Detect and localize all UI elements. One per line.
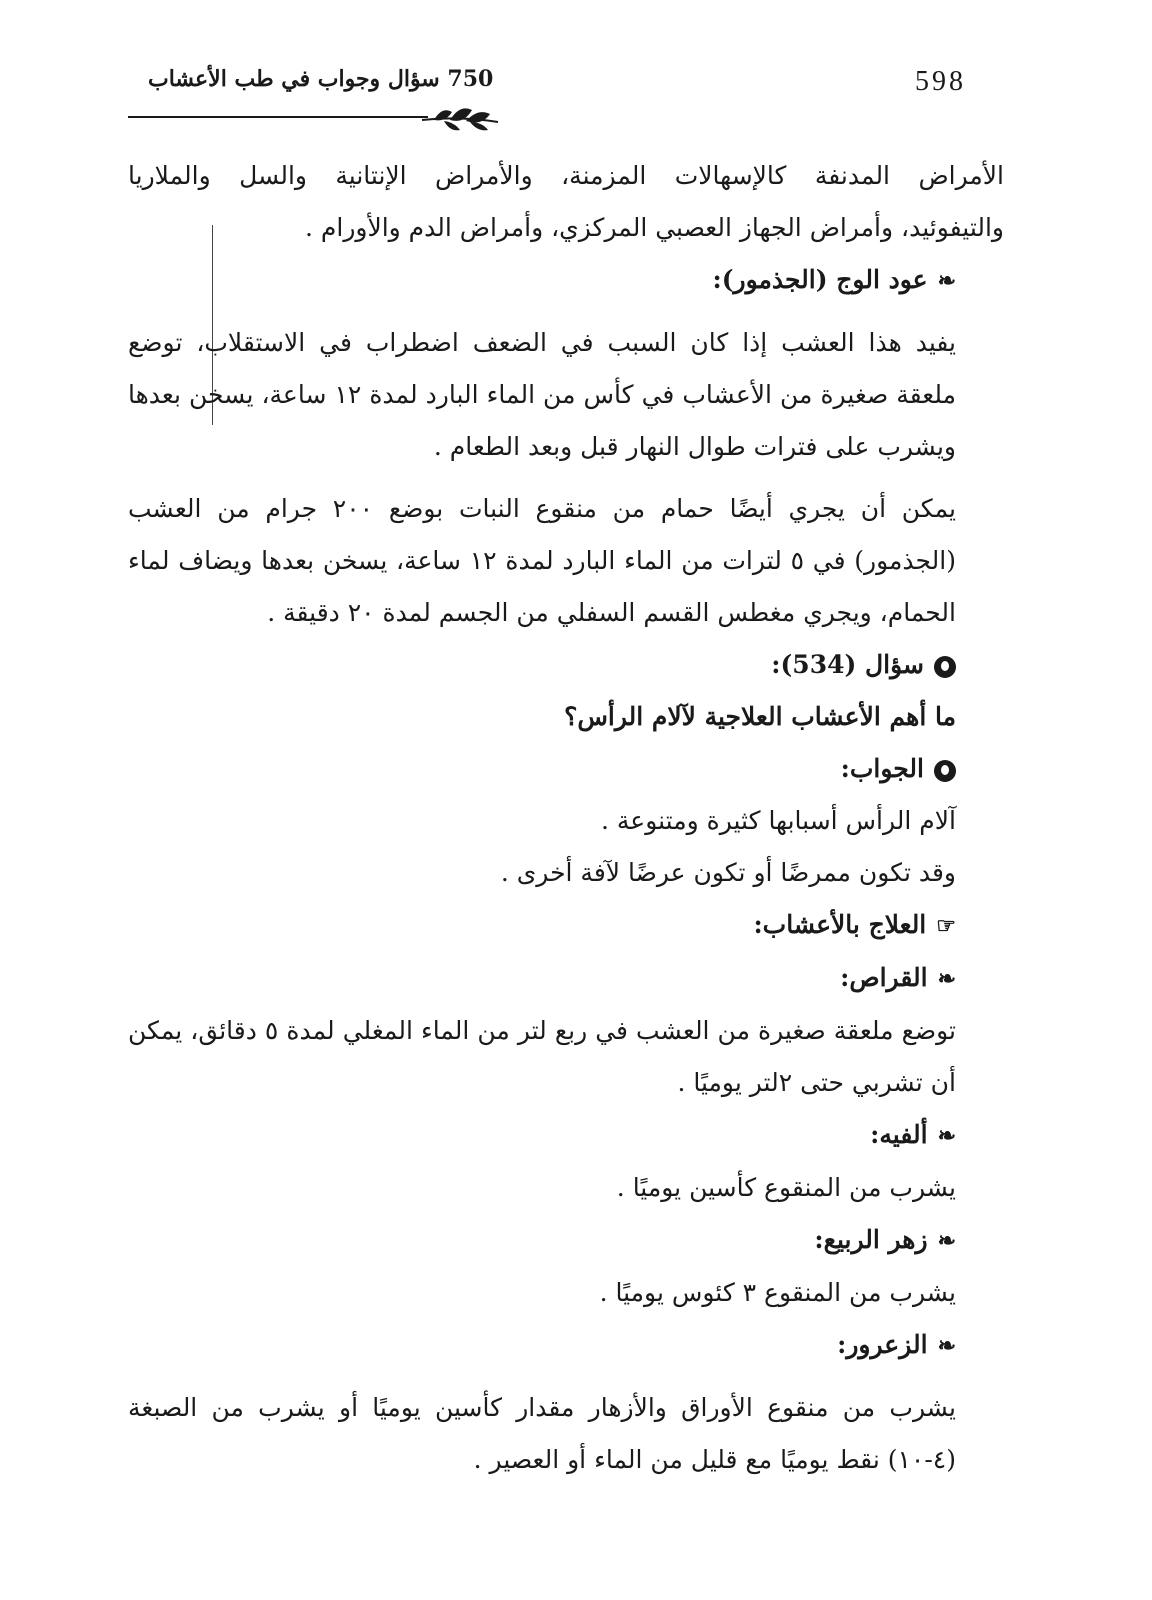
- apple-icon: [934, 760, 956, 782]
- running-title: 750 سؤال وجواب في طب الأعشاب: [148, 66, 494, 92]
- question-heading: [128, 639, 1004, 691]
- page-content: [128, 150, 1004, 1486]
- page-header: [0, 60, 1152, 130]
- answer-heading: [128, 743, 1004, 795]
- heading-ud-al-wajj: [128, 254, 1004, 307]
- paragraph-7: يشرب من منقوع الأوراق والأزهار مقدار كأسين يوميًا أو يشرب من الصبغة (٤-١٠) نقط يوميًا مع قليل من الماء أو العصير .: [128, 1393, 956, 1474]
- paragraph-4: توضع ملعقة صغيرة من العشب في ربع لتر من الماء المغلي لمدة ٥ دقائق، يمكن أن تشربي حتى ٢لتر يوميًا .: [128, 1016, 956, 1097]
- fleuron-icon: ❧: [937, 966, 956, 992]
- heading-text: ألفيه:: [870, 1120, 928, 1149]
- heading-alfiya: [128, 1109, 1004, 1162]
- answer-line-1: آلام الرأس أسبابها كثيرة ومتنوعة .: [600, 806, 956, 835]
- paragraph-5: يشرب من المنقوع كأسين يوميًا .: [616, 1173, 956, 1202]
- treatment-heading: [128, 899, 1004, 952]
- fleuron-icon: ❧: [937, 268, 956, 294]
- answer-line-2: وقد تكون ممرضًا أو تكون عرضًا لآفة أخرى .: [500, 858, 956, 887]
- question-label: سؤال (534):: [771, 650, 924, 679]
- treatment-heading-text: العلاج بالأعشاب:: [753, 910, 927, 939]
- leaf-ornament-icon: [420, 100, 500, 134]
- paragraph-3: يمكن أن يجري أيضًا حمام من منقوع النبات بوضع ٢٠٠ جرام من العشب (الجذمور) في ٥ لترات من الماء البارد لمدة ١٢ ساعة، يسخن بعدها ويضاف لماء الحمام، ويجري مغطس القسم السفلي من الجسم لمدة ٢٠ دقيقة .: [128, 494, 956, 627]
- heading-text: عود الوج (الجذمور):: [712, 265, 928, 294]
- heading-text: الزعرور:: [837, 1330, 928, 1359]
- fleuron-icon: ❧: [937, 1123, 956, 1149]
- heading-nettle: [128, 952, 1004, 1005]
- page-number: 598: [915, 66, 966, 97]
- paragraph-1-line-2: والتيفوئيد، وأمراض الجهاز العصبي المركزي، وأمراض الدم والأورام .: [305, 213, 1004, 242]
- heading-text: زهر الربيع:: [814, 1225, 928, 1254]
- heading-hawthorn: [128, 1319, 1004, 1372]
- fleuron-icon: ❧: [937, 1228, 956, 1254]
- answer-label: الجواب:: [840, 754, 924, 783]
- paragraph-2: يفيد هذا العشب إذا كان السبب في الضعف اضطراب في الاستقلاب، توضع ملعقة صغيرة من الأعشاب في كأس من الماء البارد لمدة ١٢ ساعة، يسخن بعدها ويشرب على فترات طوال النهار قبل وبعد الطعام .: [128, 328, 956, 461]
- header-rule: [128, 116, 428, 118]
- paragraph-6: يشرب من المنقوع ٣ كئوس يوميًا .: [599, 1278, 956, 1307]
- heading-primrose: [128, 1214, 1004, 1267]
- paragraph-1-line-1: الأمراض المدنفة كالإسهالات المزمنة، والأمراض الإنتانية والسل والملاريا: [128, 161, 1004, 190]
- hand-pointer-icon: ☞: [936, 913, 956, 939]
- heading-text: القراص:: [840, 963, 928, 992]
- apple-icon: [934, 656, 956, 678]
- question-text: ما أهم الأعشاب العلاجية لآلام الرأس؟: [564, 702, 956, 731]
- fleuron-icon: ❧: [937, 1333, 956, 1359]
